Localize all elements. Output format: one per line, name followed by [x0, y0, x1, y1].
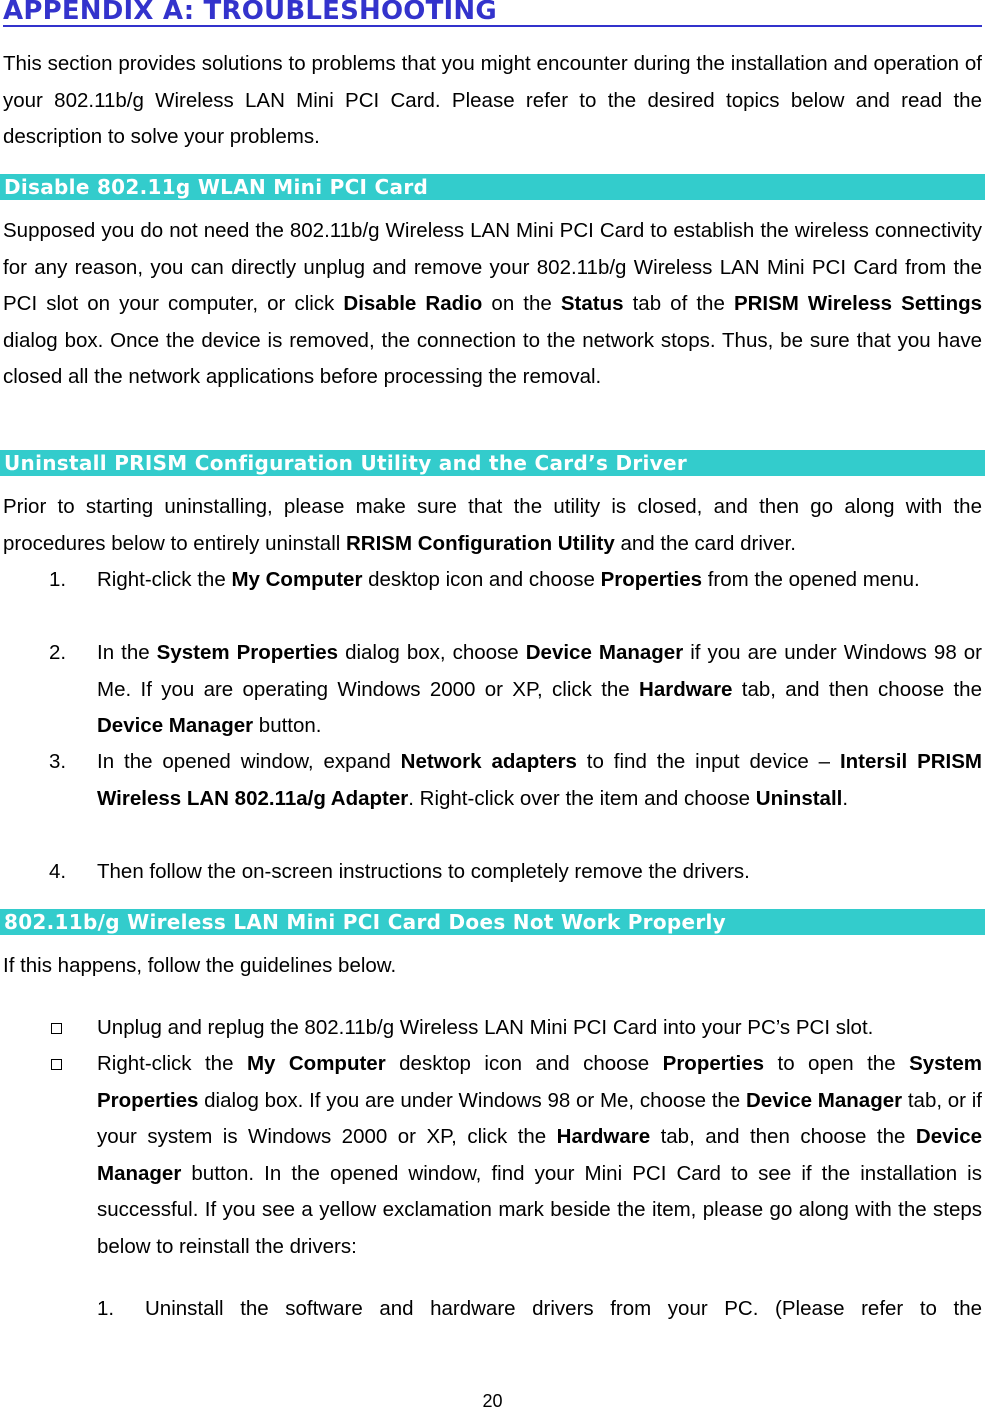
bold-term: Device Manager	[525, 641, 684, 664]
text-run: Unplug and replug the 802.11b/g Wireless LAN Mini PCI Card into your PC’s PCI slot.	[97, 1016, 874, 1039]
text-run: tab, and then choose the	[732, 677, 982, 701]
text-run: dialog box. If you are under Windows 98 or Me, choose the	[198, 1088, 746, 1112]
bold-term: Intersil PRISM Wireless LAN 802.11a/g Adapter	[97, 750, 982, 810]
text-run: tab, and then choose the	[650, 1125, 916, 1148]
text-run: Supposed you do not need the 802.11b/g Wireless LAN Mini PCI Card to establish the wireless connectivity for any reason, you can directly unplug and remove your 802.11b/g Wireless LAN Mini PCI Card from the PCI slot on your computer, or click	[3, 219, 982, 315]
text-run: if you are under Windows 98 or Me. If you are operating Windows 2000 or XP, click the	[97, 641, 982, 701]
section-heading-disable: Disable 802.11g WLAN Mini PCI Card	[0, 174, 985, 200]
step-item	[0, 744, 982, 817]
text-run: . Right-click over the item and choose	[408, 786, 756, 810]
bold-term: System Properties	[97, 1052, 982, 1112]
section-heading-not-working: 802.11b/g Wireless LAN Mini PCI Card Does Not Work Properly	[0, 909, 985, 935]
intro-paragraph	[3, 46, 982, 156]
text-run: dialog box. Once the device is removed, the connection to the network stops. Thus, be sure that you have closed all the network applications before processing the removal.	[3, 328, 982, 388]
step-item	[0, 562, 982, 599]
text-run: Prior to starting uninstalling, please make sure that the utility is closed, and then go along with the procedures below to entirely uninstall	[3, 495, 982, 555]
text-run: tab of the	[623, 292, 734, 315]
page-title: APPENDIX A: TROUBLESHOOTING	[3, 0, 982, 27]
step-number: 4.	[49, 860, 67, 883]
text-run: Uninstall the software and hardware drivers from your PC. (Please refer to the	[145, 1297, 982, 1320]
bullet-item	[0, 1046, 982, 1265]
substep-text	[145, 1291, 982, 1328]
page-number: 20	[482, 1391, 503, 1411]
bullet-text	[97, 1010, 982, 1047]
text-run: to open the	[764, 1052, 910, 1075]
bold-term: Properties	[662, 1052, 765, 1075]
text-run: dialog box, choose	[338, 641, 526, 664]
text-run: If this happens, follow the guidelines below.	[3, 954, 397, 977]
text-run: Right-click the	[97, 1052, 247, 1075]
checkbox-bullet-icon	[51, 1023, 62, 1034]
text-run: This section provides solutions to problems that you might encounter during the installation and operation of your 802.11b/g Wireless LAN Mini PCI Card. Please refer to the desired topics below and read the description to solve your problems.	[3, 52, 982, 148]
text-run: button. In the opened window, find your Mini PCI Card to see if the installation is successful. If you see a yellow exclamation mark beside the item, please go along with the steps below to reinstall the drivers:	[97, 1161, 982, 1258]
bold-term: Status	[560, 292, 624, 315]
step-number: 1.	[49, 568, 67, 591]
bold-term: Device Manager	[97, 714, 254, 737]
section-body-uninstall	[3, 489, 982, 562]
bold-term: Network adapters	[400, 750, 577, 773]
bold-term: RRISM Configuration Utility	[346, 531, 615, 555]
bold-term: Hardware	[556, 1125, 651, 1148]
step-text	[97, 744, 982, 817]
bold-term: Properties	[600, 568, 703, 591]
section-body-not-working	[3, 948, 982, 985]
section-heading-uninstall: Uninstall PRISM Configuration Utility and the Card’s Driver	[0, 450, 985, 476]
section-body-disable	[3, 213, 982, 396]
bold-term: My Computer	[231, 568, 363, 591]
text-run: to find the input device –	[576, 750, 840, 773]
step-number: 3.	[49, 750, 67, 773]
text-run: desktop icon and choose	[362, 568, 601, 591]
bullet-text	[97, 1046, 982, 1265]
step-text	[97, 635, 982, 745]
bold-term: Hardware	[639, 677, 733, 701]
step-text	[97, 854, 982, 891]
text-run: on the	[482, 292, 561, 315]
substep-item	[0, 1291, 982, 1328]
checkbox-bullet-icon	[51, 1059, 62, 1070]
text-run: desktop icon and choose	[385, 1052, 663, 1075]
bold-term: PRISM Wireless Settings	[733, 292, 983, 315]
step-number: 2.	[49, 641, 67, 664]
bold-term: Device Manager	[745, 1088, 903, 1112]
bullet-item	[0, 1010, 982, 1047]
step-text	[97, 562, 982, 599]
text-run: Then follow the on-screen instructions to completely remove the drivers.	[97, 860, 750, 883]
bold-term: My Computer	[246, 1052, 386, 1075]
text-run: Right-click the	[97, 568, 232, 591]
step-item	[0, 854, 982, 891]
bold-term: Uninstall	[755, 786, 843, 810]
bold-term: Disable Radio	[343, 292, 483, 315]
text-run: from the opened menu.	[702, 568, 920, 591]
text-run: In the opened window, expand	[97, 750, 401, 773]
text-run: and the card driver.	[614, 531, 796, 555]
step-item	[0, 635, 982, 745]
text-run: In the	[97, 641, 157, 664]
substep-number: 1.	[97, 1297, 115, 1320]
bold-term: Device Manager	[97, 1125, 982, 1185]
text-run: tab, or if your system is Windows 2000 or XP, click the	[97, 1088, 982, 1148]
text-run: button.	[253, 714, 322, 737]
text-run: .	[842, 786, 849, 810]
bold-term: System Properties	[156, 641, 339, 664]
